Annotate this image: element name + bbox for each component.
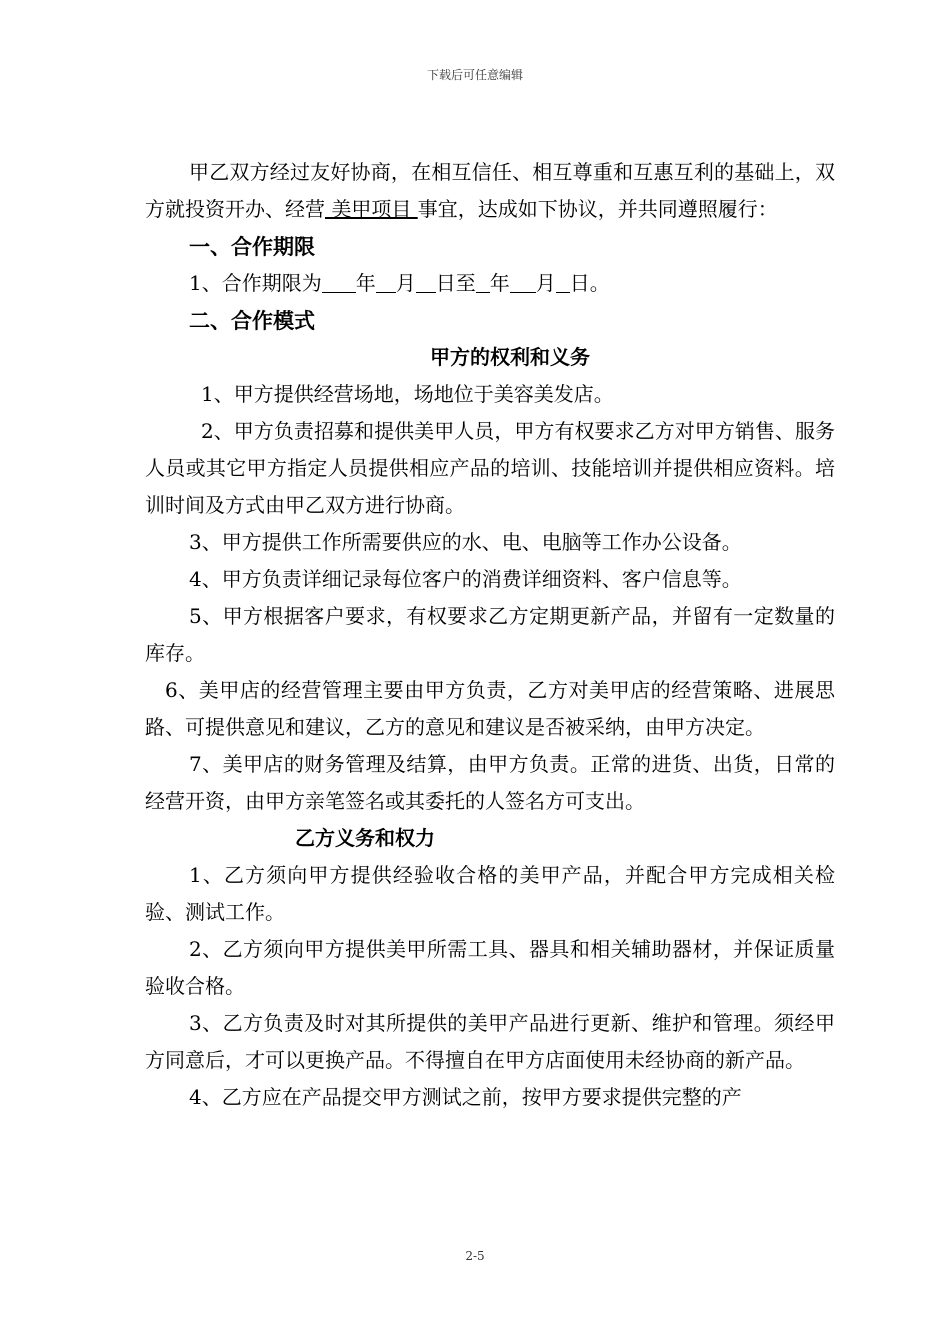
project-name: 美甲项目 bbox=[325, 197, 418, 221]
blank-year-start bbox=[322, 270, 356, 293]
party-a-item: 3、甲方提供工作所需要供应的水、电、电脑等工作办公设备。 bbox=[189, 530, 742, 554]
intro-text-before: 甲乙双方经过友好协商，在相互信任、相互尊重和互惠互利的基础上，双方就投资开办、经营 bbox=[145, 160, 835, 221]
party-a-item: 4、甲方负责详细记录每位客户的消费详细资料、客户信息等。 bbox=[189, 567, 742, 591]
year-label: 年 bbox=[355, 271, 376, 295]
party-b-item: 3、乙方负责及时对其所提供的美甲产品进行更新、维护和管理。须经甲方同意后，才可以更换产品。不得擅自在甲方店面使用未经协商的新产品。 bbox=[145, 1011, 835, 1072]
document-body bbox=[145, 154, 835, 1116]
month-label: 月 bbox=[395, 271, 416, 295]
party-a-item: 5、甲方根据客户要求，有权要求乙方定期更新产品，并留有一定数量的库存。 bbox=[145, 604, 835, 665]
day-label: 日至 bbox=[435, 271, 476, 295]
intro-text-after: 事宜，达成如下协议，并共同遵照履行： bbox=[417, 197, 778, 221]
intro-paragraph bbox=[145, 154, 835, 228]
blank-day-end bbox=[556, 270, 570, 293]
party-b-item: 4、乙方应在产品提交甲方测试之前，按甲方要求提供完整的产 bbox=[189, 1085, 742, 1109]
party-a-item: 1、甲方提供经营场地，场地位于美容美发店。 bbox=[201, 382, 614, 406]
page-header: 下载后可任意编辑 bbox=[426, 68, 523, 82]
year-label: 年 bbox=[489, 271, 510, 295]
party-b-item: 2、乙方须向甲方提供美甲所需工具、器具和相关辅助器材，并保证质量验收合格。 bbox=[145, 937, 835, 998]
day-label: 日。 bbox=[569, 271, 610, 295]
blank-year-end bbox=[476, 270, 490, 293]
party-a-item: 6、美甲店的经营管理主要由甲方负责，乙方对美甲店的经营策略、进展思路、可提供意见和建议，乙方的意见和建议是否被采纳，由甲方决定。 bbox=[145, 678, 835, 739]
blank-month-start bbox=[376, 270, 396, 293]
party-a-title: 甲方的权利和义务 bbox=[430, 345, 590, 369]
party-b-title: 乙方义务和权力 bbox=[295, 826, 435, 850]
party-b-item: 1、乙方须向甲方提供经验收合格的美甲产品，并配合甲方完成相关检验、测试工作。 bbox=[145, 863, 835, 924]
page-number: 2-5 bbox=[465, 1249, 485, 1263]
party-a-item: 2、甲方负责招募和提供美甲人员，甲方有权要求乙方对甲方销售、服务人员或其它甲方指定人员提供相应产品的培训、技能培训并提供相应资料。培训时间及方式由甲乙双方进行协商。 bbox=[145, 419, 835, 517]
cooperation-period-line bbox=[145, 265, 835, 302]
party-a-item: 7、美甲店的财务管理及结算，由甲方负责。正常的进货、出货，日常的经营开资，由甲方亲笔签名或其委托的人签名方可支出。 bbox=[145, 752, 835, 813]
period-label: 1、合作期限为 bbox=[189, 271, 322, 295]
blank-month-end bbox=[510, 270, 536, 293]
section2-heading: 二、合作模式 bbox=[189, 308, 315, 333]
blank-day-start bbox=[416, 270, 436, 293]
month-label: 月 bbox=[535, 271, 556, 295]
section1-heading: 一、合作期限 bbox=[189, 234, 315, 259]
